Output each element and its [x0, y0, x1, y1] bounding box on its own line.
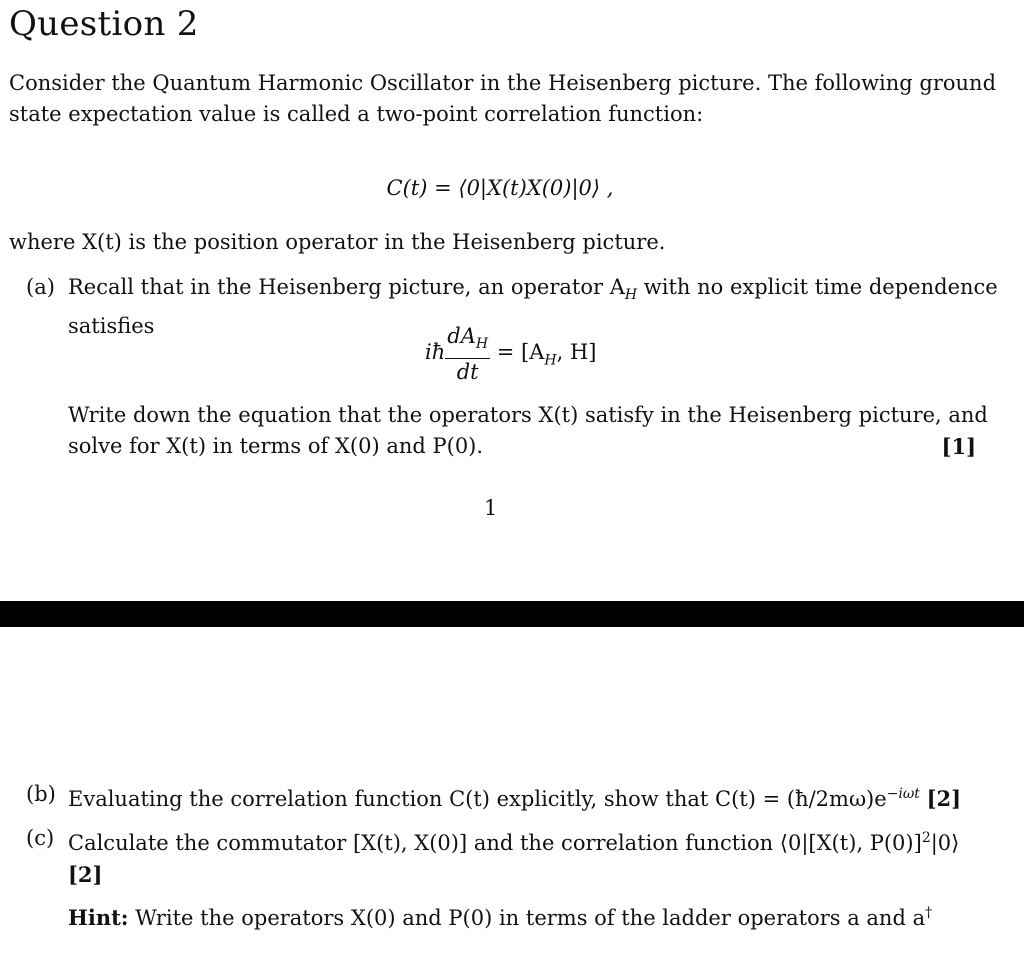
part-a-label: (a) — [26, 275, 55, 299]
heisenberg-eq-prefix: iħ — [425, 340, 446, 365]
part-a-task-line2: solve for X(t) in terms of X(0) and P(0). — [68, 434, 484, 458]
heisenberg-eq-denominator: dt — [456, 360, 479, 385]
hint-dagger: † — [925, 905, 933, 921]
heisenberg-equation — [425, 322, 596, 385]
part-c-marks: [2] — [68, 862, 103, 887]
part-c-label: (c) — [26, 826, 55, 850]
heisenberg-eq-rhs-sub: H — [544, 352, 557, 369]
where-line: where X(t) is the position operator in the Heisenberg picture. — [9, 230, 666, 254]
part-a-task — [68, 400, 1013, 462]
intro-paragraph — [9, 68, 1014, 130]
part-b-body: Evaluating the correlation function C(t) explicitly, show that C(t) = (ħ/2mω)e — [68, 787, 887, 811]
part-a-line1-rest: with no explicit time dependence — [637, 275, 998, 299]
heisenberg-eq-numerator-sub: H — [475, 336, 489, 353]
page-separator — [0, 601, 1024, 627]
part-c-text — [68, 823, 1008, 890]
part-a-line2: satisfies — [68, 314, 155, 339]
heisenberg-eq-rhs-end: , H] — [556, 340, 597, 365]
part-c-exponent: 2 — [921, 830, 931, 846]
hint-line — [68, 898, 1008, 934]
correlation-equation: C(t) = ⟨0|X(t)X(0)|0⟩ , — [386, 176, 614, 200]
part-b-text — [68, 779, 961, 815]
part-a-marks: [1] — [941, 434, 976, 459]
part-c-body: Calculate the commutator [X(t), X(0)] and the correlation function ⟨0|[X(t), P(0)] — [68, 831, 922, 855]
part-b-label: (b) — [26, 782, 56, 806]
part-a-line1-sub: H — [624, 287, 638, 304]
hint-label: Hint: — [68, 905, 129, 930]
part-b-marks: [2] — [926, 786, 962, 811]
heisenberg-eq-numerator: dA — [447, 324, 476, 348]
heisenberg-eq-rhs: = [A — [496, 340, 545, 365]
hint-text: Write the operators X(0) and P(0) in terms of the ladder operators a and a — [128, 906, 926, 930]
part-a-line1: Recall that in the Heisenberg picture, an operator A — [68, 275, 625, 299]
part-c-body-end: |0⟩ — [930, 831, 960, 855]
page-title: Question 2 — [9, 4, 199, 44]
intro-line-1: Consider the Quantum Harmonic Oscillator in the Heisenberg picture. The following ground — [9, 71, 997, 95]
part-a-task-line1: Write down the equation that the operators X(t) satisfy in the Heisenberg picture, and — [68, 403, 988, 427]
page-number: 1 — [484, 496, 498, 520]
heisenberg-eq-fraction — [445, 322, 490, 385]
intro-line-2: state expectation value is called a two-point correlation function: — [9, 102, 704, 126]
part-b-exponent: −iωt — [886, 786, 920, 802]
